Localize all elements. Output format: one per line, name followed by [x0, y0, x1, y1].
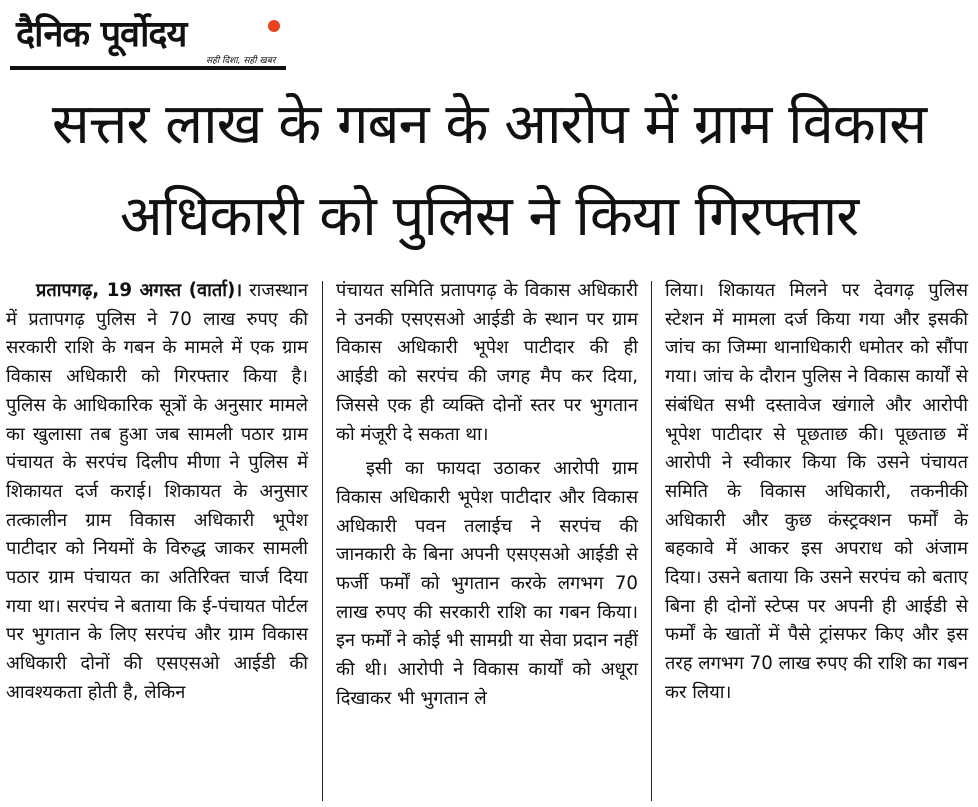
- article-text: राजस्थान में प्रतापगढ़ पुलिस ने 70 लाख रुपए की सरकारी राशि के गबन के मामले में एक ग्राम विकास अधिकारी को गिरफ्तार किया है। पुलिस के आधिकारिक सूत्रों के अनुसार मामले का खुलासा तब हुआ जब सामली पठार ग्राम पंचायत के सरपंच दिलीप मीणा ने पुलिस में शिकायत दर्ज कराई। शिकायत के अनुसार तत्कालीन ग्राम विकास अधिकारी भूपेश पाटीदार को नियमों के विरुद्ध जाकर सामली पठार ग्राम पंचायत का अतिरिक्त चार्ज दिया गया था। सरपंच ने बताया कि ई-पंचायत पोर्टल पर भुगतान के लिए सरपंच और ग्राम विकास अधिकारी दोनों की एसएसओ आईडी की आवश्यकता होती है, लेकिन: [6, 280, 308, 703]
- article-paragraph: इसी का फायदा उठाकर आरोपी ग्राम विकास अधिकारी भूपेश पाटीदार और विकास अधिकारी पवन तलाईच ने सरपंच की जानकारी के बिना अपनी एसएसओ आईडी से फर्जी फर्मों को भुगतान करके लगभग 70 लाख रुपए की सरकारी राशि का गबन किया। इन फर्मों ने कोई भी सामग्री या सेवा प्रदान नहीं की थी। आरोपी ने विकास कार्यों को अधूरा दिखाकर भी भुगतान ले: [336, 458, 638, 709]
- article-column-2: [336, 277, 638, 714]
- masthead: [10, 8, 290, 70]
- headline-line-2: अधिकारी को पुलिस ने किया गिरफ्तार: [119, 184, 859, 249]
- logo-dot-icon: [268, 20, 280, 32]
- article-paragraph: लिया। शिकायत मिलने पर देवगढ़ पुलिस स्टेशन में मामला दर्ज किया गया और इसकी जांच का जिम्मा थानाधिकारी धमोतर को सौंपा गया। जांच के दौरान पुलिस ने विकास कार्यों से संबंधित सभी दस्तावेज खंगाले और आरोपी भूपेश पाटीदार से पूछताछ की। पूछताछ में आरोपी ने स्वीकार किया कि उसने पंचायत समिति के विकास अधिकारी, तकनीकी अधिकारी और कुछ कंस्ट्रक्शन फर्मों के बहकावे में आकर इस अपराध को अंजाम दिया। उसने बताया कि उसने सरपंच को बताए बिना ही दोनों स्टेप्स पर अपनी ही आईडी से फर्मों के खातों में पैसे ट्रांसफर किए और इस तरह लगभग 70 लाख रुपए की राशि का गबन कर लिया।: [665, 280, 968, 703]
- dateline: प्रतापगढ़, 19 अगस्त (वार्ता)।: [36, 280, 243, 301]
- article-paragraph: पंचायत समिति प्रतापगढ़ के विकास अधिकारी ने उनकी एसएसओ आईडी के स्थान पर ग्राम विकास अधिकारी भूपेश पाटीदार की ही आईडी को सरपंच की जगह मैप कर दिया, जिससे एक ही व्यक्ति दोनों स्तर पर भुगतान को मंजूरी दे सकता था।: [336, 280, 638, 445]
- newspaper-logo: दैनिक पूर्वोदय: [16, 14, 187, 55]
- masthead-rule: [10, 66, 286, 70]
- headline-line-1: सत्तर लाख के गबन के आरोप में ग्राम विकास: [51, 92, 927, 157]
- masthead-tagline: सही दिशा, सही खबर: [206, 56, 276, 66]
- column-divider: [322, 281, 323, 801]
- article-column-3: [665, 277, 968, 708]
- column-divider: [651, 281, 652, 801]
- article-column-1: [6, 277, 308, 708]
